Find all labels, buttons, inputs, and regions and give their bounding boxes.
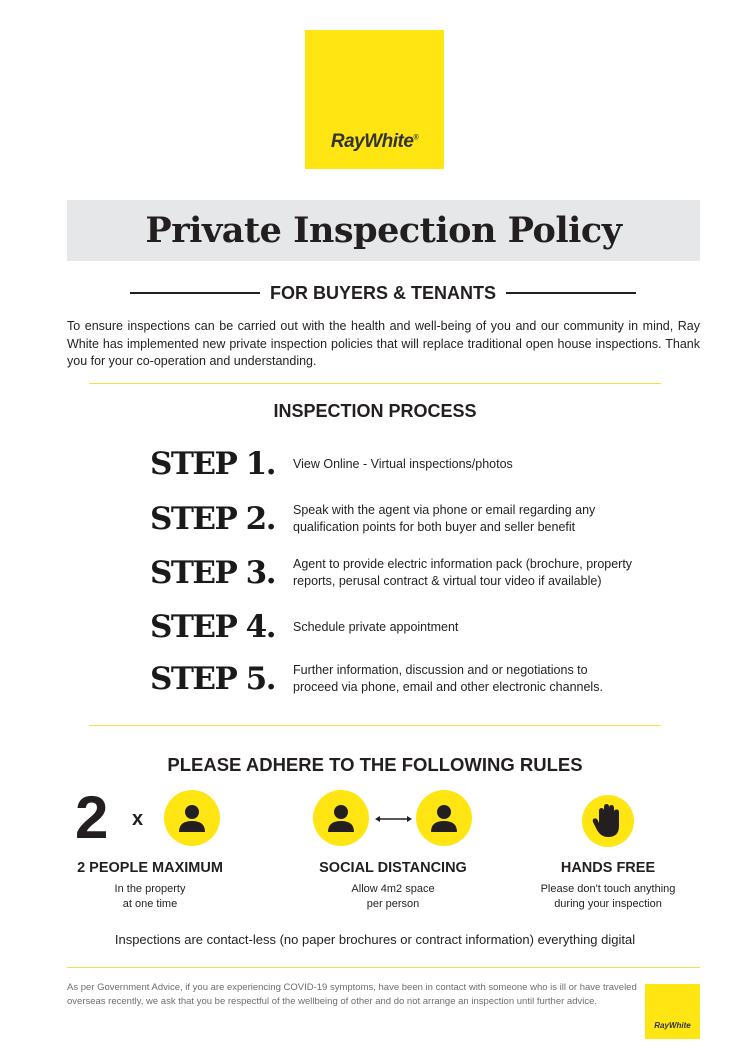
contactless-note: Inspections are contact-less (no paper brochures or contract information) everything digital xyxy=(114,932,636,947)
distance-arrow-icon xyxy=(375,814,412,824)
hand-icon xyxy=(582,795,634,847)
person-icon xyxy=(164,790,220,846)
times-symbol: x xyxy=(132,808,144,830)
step-2 xyxy=(140,496,700,542)
step-1 xyxy=(140,441,700,487)
step-description: Agent to provide electric information pack (brochure, property reports, perusal contract & virtual tour video if available) xyxy=(293,557,633,588)
person-icon xyxy=(416,790,472,846)
rules-title: PLEASE ADHERE TO THE FOLLOWING RULES xyxy=(167,754,583,775)
step-3 xyxy=(140,550,700,596)
subtitle-row xyxy=(130,282,636,304)
step-label: STEP 5. xyxy=(149,661,275,697)
rule-title: 2 PEOPLE MAXIMUM xyxy=(77,860,223,876)
divider xyxy=(89,725,661,726)
rule-description: Please don't touch anything during your inspection xyxy=(540,883,676,910)
person-icon xyxy=(313,790,369,846)
rule-max-people xyxy=(45,860,255,912)
footer-logo-text: RayWhite xyxy=(654,1021,691,1030)
page-title: Private Inspection Policy xyxy=(145,210,622,251)
subtitle-rule-right xyxy=(506,292,636,294)
brand-logo-text: RayWhite® xyxy=(330,131,419,152)
step-5 xyxy=(140,656,700,702)
step-label: STEP 4. xyxy=(149,609,275,645)
step-label: STEP 3. xyxy=(149,555,275,591)
step-description: Schedule private appointment xyxy=(293,619,459,634)
rule-description: In the property at one time xyxy=(114,883,186,910)
intro-paragraph: To ensure inspections can be carried out with the health and well-being of you and our community in mind, Ray White has implemented new private inspection policies that will replace traditional open house inspections. Thank you for your co-operation and understanding. xyxy=(67,319,700,368)
max-count-number: 2 xyxy=(75,784,109,851)
subtitle: FOR BUYERS & TENANTS xyxy=(270,282,497,303)
divider xyxy=(89,383,661,384)
brand-logo xyxy=(305,30,444,169)
footer-note: As per Government Advice, if you are experiencing COVID-19 symptoms, have been in contact with someone who is ill or have traveled overseas recently, we ask that you be respectful of the wellbeing of other and do not arrange an inspection until further advice. xyxy=(67,982,637,1007)
step-4 xyxy=(140,604,700,650)
divider xyxy=(67,967,700,968)
title-band xyxy=(67,200,700,261)
rule-social-distancing xyxy=(288,860,498,912)
rule-title: SOCIAL DISTANCING xyxy=(319,860,467,876)
rule-description: Allow 4m2 space per person xyxy=(351,883,435,910)
step-label: STEP 1. xyxy=(149,446,275,482)
rule-hands-free xyxy=(503,860,713,912)
step-description: View Online - Virtual inspections/photos xyxy=(293,456,513,471)
step-description: Further information, discussion and or negotiations to proceed via phone, email and other electronic channels. xyxy=(293,663,603,694)
process-title: INSPECTION PROCESS xyxy=(273,401,477,421)
footer-logo xyxy=(645,984,700,1039)
subtitle-rule-left xyxy=(130,292,260,294)
rule-title: HANDS FREE xyxy=(560,860,656,876)
step-label: STEP 2. xyxy=(149,501,275,537)
step-description: Speak with the agent via phone or email regarding any qualification points for both buyer and seller benefit xyxy=(293,503,596,534)
